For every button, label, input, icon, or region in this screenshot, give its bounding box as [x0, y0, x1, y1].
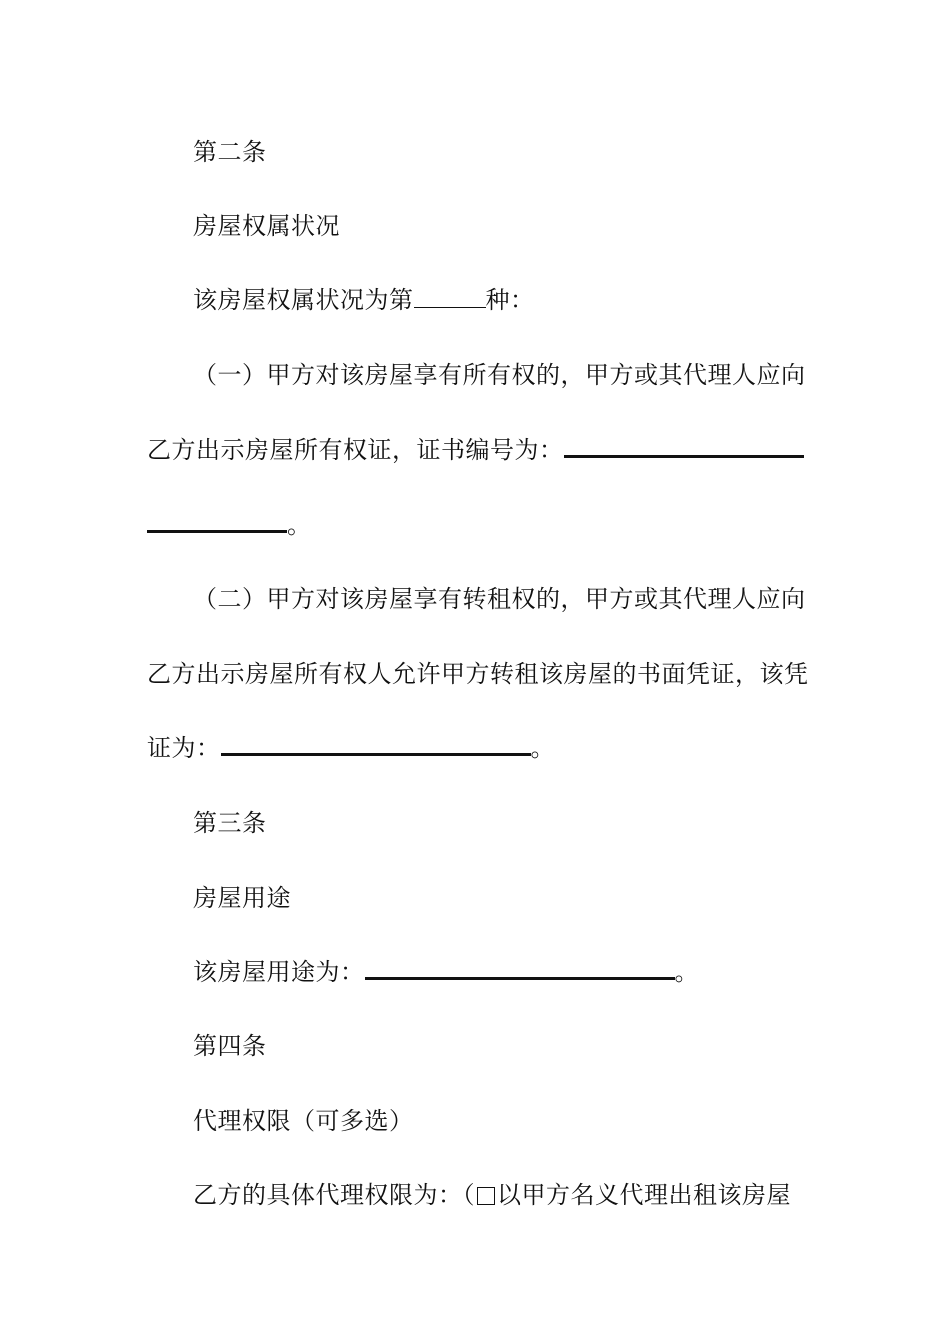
- certificate-number-blank-continued[interactable]: [147, 510, 287, 533]
- checkbox-empty-icon[interactable]: [477, 1187, 495, 1205]
- clause2-line3-text: 证为：: [147, 734, 221, 762]
- authority-option-lease: 以甲方名义代理出租该房屋: [497, 1181, 791, 1209]
- article4-heading: 第四条: [193, 1032, 267, 1060]
- clause2-end: 。: [530, 734, 555, 762]
- article2-heading: 第二条: [193, 138, 267, 166]
- clause1-line2-text: 乙方出示房屋所有权证，证书编号为：: [147, 436, 564, 464]
- clause2-line1: （二）甲方对该房屋享有转租权的，甲方或其代理人应向: [193, 585, 806, 613]
- usage-line: [193, 957, 699, 987]
- usage-text: 该房屋用途为：: [193, 958, 365, 986]
- clause1-line1: （一）甲方对该房屋享有所有权的，甲方或其代理人应向: [193, 361, 806, 389]
- clause1-line3: [147, 510, 312, 540]
- ownership-intro: [193, 285, 535, 315]
- ownership-intro-suffix: 种：: [485, 286, 535, 314]
- written-voucher-blank[interactable]: [221, 733, 531, 756]
- clause2-line3: [147, 733, 555, 763]
- article2-title: 房屋权属状况: [193, 212, 340, 240]
- ownership-intro-text: 该房屋权属状况为第: [193, 286, 414, 314]
- usage-end: 。: [674, 958, 699, 986]
- article3-heading: 第三条: [193, 809, 267, 837]
- article3-title: 房屋用途: [193, 884, 291, 912]
- authority-line: [193, 1180, 791, 1210]
- ownership-type-blank[interactable]: [414, 285, 486, 308]
- clause1-end: 。: [287, 511, 312, 539]
- authority-text: 乙方的具体代理权限为：（: [193, 1181, 475, 1209]
- certificate-number-blank[interactable]: [564, 435, 804, 458]
- clause2-line2: 乙方出示房屋所有权人允许甲方转租该房屋的书面凭证，该凭: [147, 660, 809, 688]
- usage-blank[interactable]: [365, 957, 675, 980]
- article4-title: 代理权限（可多选）: [193, 1107, 414, 1135]
- clause1-line2: [147, 435, 804, 465]
